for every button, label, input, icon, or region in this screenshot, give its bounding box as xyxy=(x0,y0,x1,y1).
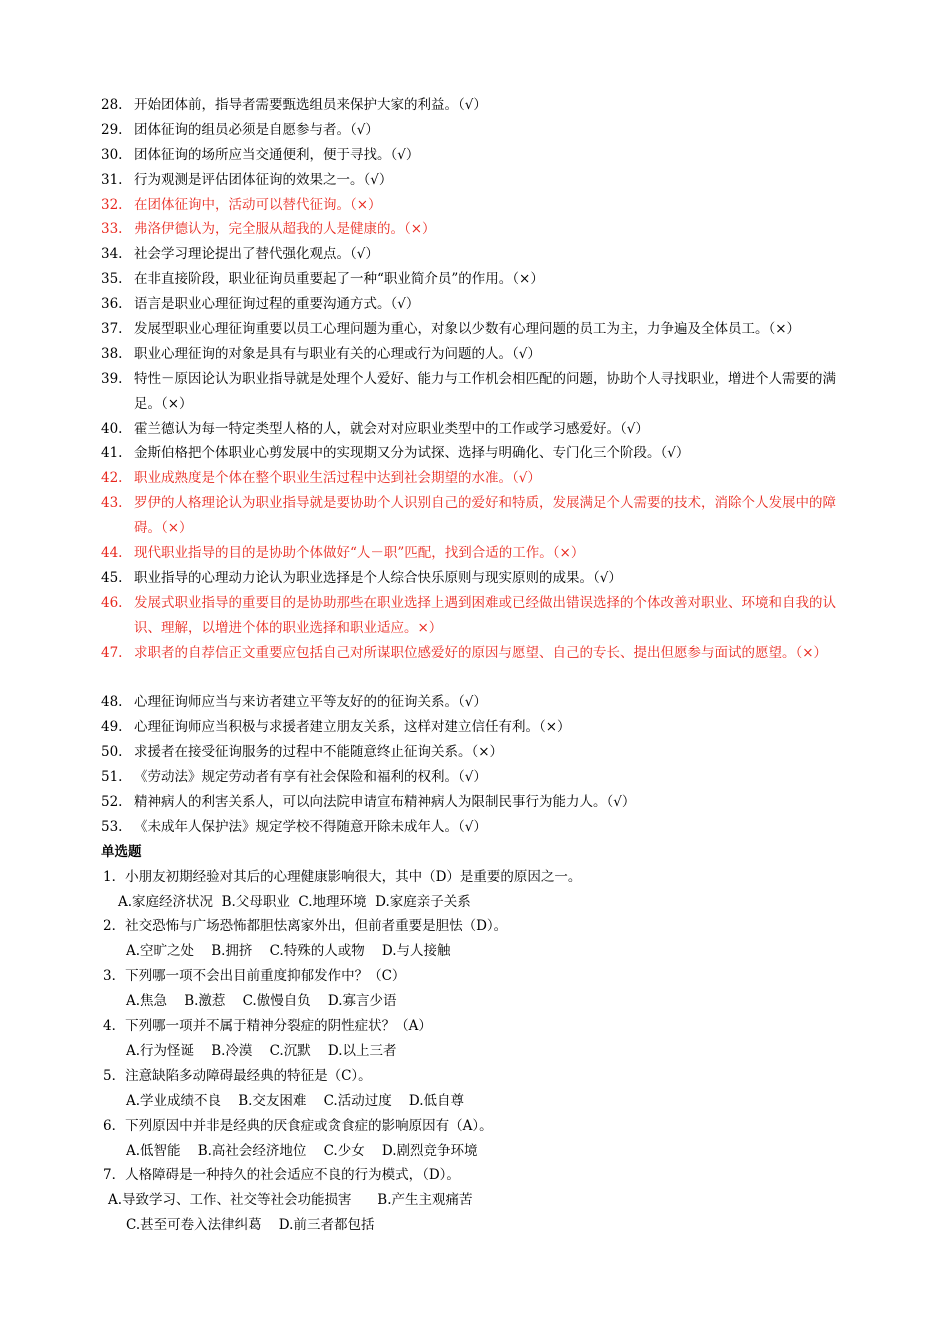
item-number: 30. xyxy=(101,146,123,163)
item-number: 45. xyxy=(101,569,123,586)
item-number: 50. xyxy=(101,744,123,761)
item-text: 发展型职业心理征询重要以员工心理问题为重心，对象以少数有心理问题的员工为主，力争遍及全体员工。（×） xyxy=(134,321,801,338)
item-text: 《未成年人保护法》规定学校不得随意开除未成年人。（√） xyxy=(134,818,487,835)
question-options: A.低智能 B.高社会经济地位 C.少女 D.剧烈竞争环境 xyxy=(126,1142,478,1159)
item-number: 32. xyxy=(101,196,123,213)
item-text: 职业心理征询的对象是具有与职业有关的心理或行为问题的人。（√） xyxy=(134,345,541,362)
judgment-item xyxy=(0,168,950,193)
item-number: 35. xyxy=(101,271,123,288)
judgment-item xyxy=(0,715,950,740)
judgment-item xyxy=(0,591,950,641)
item-text: 在非直接阶段，职业征询员重要起了一种“职业简介员”的作用。（×） xyxy=(134,271,544,288)
item-text: 开始团体前，指导者需要甄选组员来保护大家的利益。（√） xyxy=(134,97,487,113)
item-text: 精神病人的利害关系人，可以向法院申请宣布精神病人为限制民事行为能力人。（√） xyxy=(134,794,636,810)
item-number: 41. xyxy=(101,445,123,462)
question-stem: 2．社交恐怖与广场恐怖都胆怯离家外出，但前者重要是胆怯（D）。 xyxy=(103,918,508,935)
question-options: A.学业成绩不良 B.交友困难 C.活动过度 D.低自尊 xyxy=(126,1092,465,1109)
item-text: 社会学习理论提出了替代强化观点。（√） xyxy=(134,246,379,263)
judgment-item xyxy=(0,466,950,491)
item-text: 团体征询的组员必须是自愿参与者。（√） xyxy=(134,121,379,138)
section-title: 单选题 xyxy=(101,843,142,860)
judgment-item xyxy=(0,93,950,118)
item-text: 在团体征询中，活动可以替代征询。（×） xyxy=(134,196,382,213)
question-options: A.导致学习、工作、社交等社会功能损害 B.产生主观痛苦 xyxy=(108,1192,473,1209)
item-text: 弗洛伊德认为，完全服从超我的人是健康的。（×） xyxy=(134,221,436,238)
judgment-item xyxy=(0,815,950,840)
item-number: 40. xyxy=(101,420,123,437)
item-text: 心理征询师应当与来访者建立平等友好的的征询关系。（√） xyxy=(134,694,487,711)
item-number: 31. xyxy=(101,171,123,188)
judgment-item xyxy=(0,641,950,691)
judgment-item xyxy=(0,118,950,143)
item-number: 34. xyxy=(101,246,123,263)
question-options: A.行为怪诞 B.冷漠 C.沉默 D.以上三者 xyxy=(126,1042,397,1059)
judgment-item xyxy=(0,740,950,765)
judgment-item xyxy=(0,765,950,790)
question-options: A.焦急 B.激惹 C.傲慢自负 D.寡言少语 xyxy=(126,993,397,1010)
judgment-item xyxy=(0,541,950,566)
item-text: 求援者在接受征询服务的过程中不能随意终止征询关系。（×） xyxy=(134,744,504,761)
item-text: 行为观测是评估团体征询的效果之一。（√） xyxy=(134,171,393,188)
item-number: 28. xyxy=(101,97,123,113)
item-number: 49. xyxy=(101,719,123,736)
item-text: 金斯伯格把个体职业心剪发展中的实现期又分为试探、选择与明确化、专门化三个阶段。（√） xyxy=(134,445,690,462)
question-options: A.空旷之处 B.拥挤 C.特殊的人或物 D.与人接触 xyxy=(126,943,451,960)
judgment-item xyxy=(0,441,950,466)
item-number: 51. xyxy=(101,769,123,786)
item-number: 36. xyxy=(101,296,123,313)
judgment-item xyxy=(0,193,950,218)
item-text: 现代职业指导的目的是协助个体做好“人－职”匹配，找到合适的工作。（×） xyxy=(134,545,585,562)
judgment-item xyxy=(0,342,950,367)
judgment-item xyxy=(0,790,950,815)
item-text: 霍兰德认为每一特定类型人格的人，就会对对应职业类型中的工作或学习感爱好。（√） xyxy=(134,420,649,437)
question-stem: 3．下列哪一项不会出目前重度抑郁发作中？（C） xyxy=(103,968,406,985)
item-text: 团体征询的场所应当交通便利，便于寻找。（√） xyxy=(134,146,420,163)
question-options: A.家庭经济状况 B.父母职业 C.地理环境 D.家庭亲子关系 xyxy=(118,893,471,910)
item-number: 46. xyxy=(101,594,123,611)
document-page xyxy=(0,93,950,1234)
judgment-item xyxy=(0,317,950,342)
item-number: 53. xyxy=(101,818,123,835)
question-stem: 5．注意缺陷多动障碍最经典的特征是（C）。 xyxy=(103,1067,372,1084)
item-number: 52. xyxy=(101,794,123,810)
question-stem: 4．下列哪一项并不属于精神分裂症的阴性症状？（A） xyxy=(103,1018,432,1035)
item-number: 33. xyxy=(101,221,123,238)
item-number: 44. xyxy=(101,545,123,562)
item-text: 发展式职业指导的重要目的是协助那些在职业选择上遇到困难或已经做出错误选择的个体改善对职业、环境和自我的认识、理解，以增进个体的职业选择和职业适应。×） xyxy=(134,594,836,636)
item-number: 37. xyxy=(101,321,123,338)
item-text: 语言是职业心理征询过程的重要沟通方式。（√） xyxy=(134,296,420,313)
item-number: 47. xyxy=(101,644,123,661)
judgment-item xyxy=(0,292,950,317)
judgment-item xyxy=(0,217,950,242)
judgment-item xyxy=(0,566,950,591)
item-number: 39. xyxy=(101,370,123,387)
item-number: 29. xyxy=(101,121,123,138)
item-number: 42. xyxy=(101,470,123,487)
judgment-item xyxy=(0,417,950,442)
judgment-item xyxy=(0,491,950,541)
item-text: 求职者的自荐信正文重要应包括自己对所谋职位感爱好的原因与愿望、自己的专长、提出但愿参与面试的愿望。（×） xyxy=(134,644,828,661)
item-text: 心理征询师应当积极与求援者建立朋友关系，这样对建立信任有利。（×） xyxy=(134,719,571,736)
judgment-item xyxy=(0,242,950,267)
item-text: 职业成熟度是个体在整个职业生活过程中达到社会期望的水准。（√） xyxy=(134,470,541,487)
judgment-item xyxy=(0,267,950,292)
judgment-item xyxy=(0,367,950,417)
question-stem: 7．人格障碍是一种持久的社会适应不良的行为模式，（D）。 xyxy=(103,1167,460,1184)
item-number: 48. xyxy=(101,694,123,711)
true-false-list xyxy=(0,93,950,840)
judgment-item xyxy=(0,690,950,715)
judgment-item xyxy=(0,143,950,168)
item-text: 职业指导的心理动力论认为职业选择是个人综合快乐原则与现实原则的成果。（√） xyxy=(134,569,622,586)
item-number: 38. xyxy=(101,345,123,362)
question-options: C.甚至可卷入法律纠葛 D.前三者都包括 xyxy=(126,1217,375,1234)
item-text: 特性－原因论认为职业指导就是处理个人爱好、能力与工作机会相匹配的问题，协助个人寻找职业，增进个人需要的满足。（×） xyxy=(134,370,836,412)
question-stem: 6．下列原因中并非是经典的厌食症或贪食症的影响原因有（A）。 xyxy=(103,1117,493,1134)
question-stem: 1．小朋友初期经验对其后的心理健康影响很大，其中（D）是重要的原因之一。 xyxy=(103,868,582,885)
item-text: 《劳动法》规定劳动者有享有社会保险和福利的权利。（√） xyxy=(134,769,487,786)
item-number: 43. xyxy=(101,495,123,512)
item-text: 罗伊的人格理论认为职业指导就是要协助个人识别自己的爱好和特质，发展满足个人需要的技术，消除个人发展中的障碍。（×） xyxy=(134,495,836,537)
